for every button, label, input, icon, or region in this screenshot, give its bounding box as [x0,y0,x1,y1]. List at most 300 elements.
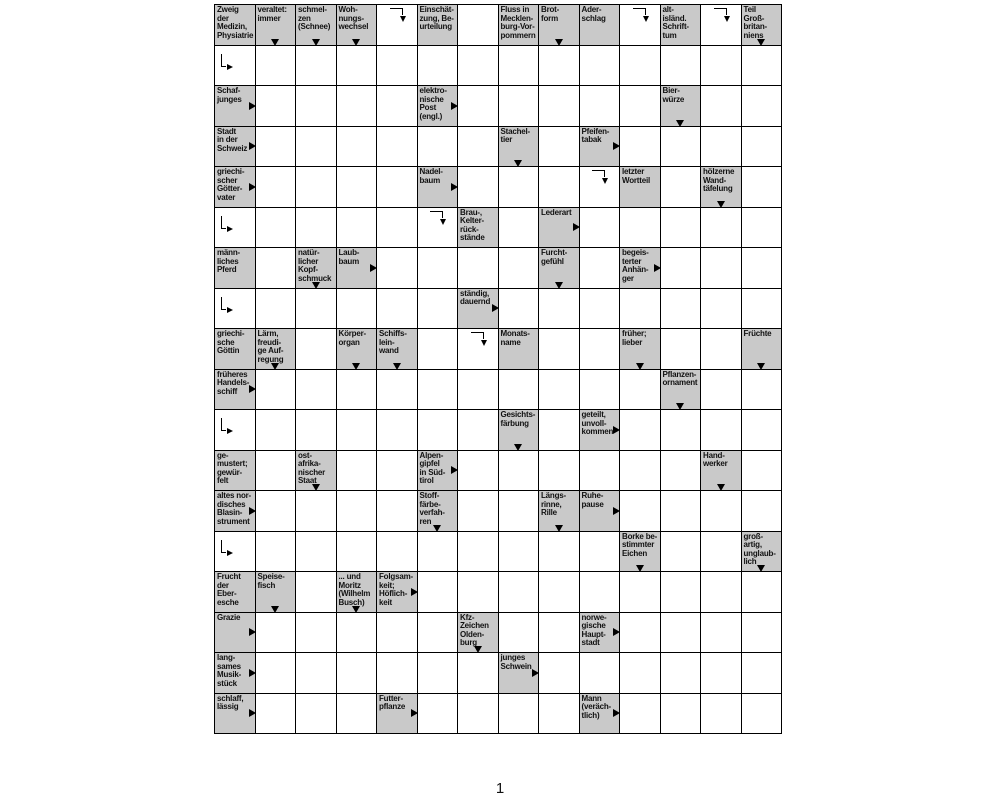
arrow-down-icon [636,565,644,571]
answer-cell[interactable] [256,613,296,653]
bent-arrow-right-down-icon [430,211,443,218]
answer-cell[interactable] [661,127,701,167]
answer-cell[interactable] [337,370,377,410]
answer-cell[interactable] [296,653,336,693]
answer-cell[interactable] [377,532,417,572]
clue-cell [337,329,377,369]
answer-cell[interactable] [580,653,620,693]
answer-cell[interactable] [742,289,782,329]
arrow-right-icon [249,669,255,677]
clue-cell [418,86,458,126]
answer-cell[interactable] [337,127,377,167]
answer-cell[interactable] [620,613,660,653]
answer-cell[interactable] [215,46,255,86]
answer-cell[interactable] [458,86,498,126]
arrow-down-icon [717,201,725,207]
answer-cell[interactable] [539,653,579,693]
arrow-right-icon [532,669,538,677]
answer-cell[interactable] [620,86,660,126]
answer-cell[interactable] [458,653,498,693]
answer-cell[interactable] [661,613,701,653]
clue-text: Brau-, Kelter- rück- stände [460,207,485,243]
answer-cell[interactable] [256,451,296,491]
answer-cell[interactable] [580,289,620,329]
answer-cell[interactable] [499,491,539,531]
clue-cell [215,491,255,531]
answer-cell[interactable] [458,451,498,491]
clue-cell [256,329,296,369]
answer-cell[interactable] [661,653,701,693]
answer-cell[interactable] [661,491,701,531]
answer-cell[interactable] [620,410,660,450]
bent-arrow-down-right-icon [221,297,226,310]
arrow-down-icon [676,120,684,126]
answer-cell[interactable] [742,370,782,410]
answer-cell[interactable] [701,208,741,248]
answer-cell[interactable] [580,208,620,248]
clue-text: schmel- zen (Schnee) [298,5,331,32]
clue-text: ost- afrika- nischer Staat [298,450,326,486]
clue-text: Gesichts- färbung [500,410,536,428]
answer-cell[interactable] [661,208,701,248]
arrow-right-icon [249,102,255,110]
answer-cell[interactable] [701,532,741,572]
answer-cell[interactable] [377,5,417,45]
answer-cell[interactable] [256,410,296,450]
answer-cell[interactable] [458,572,498,612]
answer-cell[interactable] [377,451,417,491]
answer-cell[interactable] [742,167,782,207]
answer-cell[interactable] [580,451,620,491]
arrow-down-icon [555,282,563,288]
answer-cell[interactable] [539,532,579,572]
clue-cell [620,329,660,369]
answer-cell[interactable] [296,370,336,410]
answer-cell[interactable] [458,370,498,410]
answer-cell[interactable] [742,208,782,248]
answer-cell[interactable] [296,329,336,369]
clue-cell [499,653,539,693]
answer-cell[interactable] [256,289,296,329]
answer-cell[interactable] [418,410,458,450]
clue-text: Längs- rinne, Rille [541,491,567,518]
answer-cell[interactable] [701,46,741,86]
answer-cell[interactable] [742,491,782,531]
arrow-down-icon [757,565,765,571]
answer-cell[interactable] [377,208,417,248]
arrow-down-icon [352,363,360,369]
answer-cell[interactable] [620,208,660,248]
clue-cell [337,248,377,288]
answer-cell[interactable] [701,491,741,531]
answer-cell[interactable] [580,572,620,612]
answer-cell[interactable] [499,370,539,410]
answer-cell[interactable] [377,491,417,531]
answer-cell[interactable] [499,289,539,329]
answer-cell[interactable] [620,451,660,491]
clue-text: Bier- würze [662,86,685,104]
answer-cell[interactable] [377,46,417,86]
answer-cell[interactable] [620,370,660,410]
answer-cell[interactable] [580,86,620,126]
clue-cell [296,451,336,491]
clue-text: ge- mustert; gewür- felt [217,450,248,486]
answer-cell[interactable] [701,410,741,450]
clue-text: geteilt, unvoll- kommen [581,410,614,437]
answer-cell[interactable] [661,329,701,369]
arrow-down-icon [312,484,320,490]
answer-cell[interactable] [296,572,336,612]
answer-cell[interactable] [377,410,417,450]
answer-cell[interactable] [539,127,579,167]
clue-text: altes nor- disches Blasin- strument [217,491,252,526]
answer-cell[interactable] [296,613,336,653]
answer-cell[interactable] [499,208,539,248]
answer-cell[interactable] [539,86,579,126]
clue-text: Folgsam- keit; Höflich- keit [379,572,413,607]
clue-cell [215,370,255,410]
arrow-right-icon [613,628,619,636]
answer-cell[interactable] [661,572,701,612]
clue-cell [215,451,255,491]
answer-cell[interactable] [580,248,620,288]
arrow-down-icon [271,39,279,45]
answer-cell[interactable] [256,370,296,410]
answer-cell[interactable] [337,46,377,86]
answer-cell[interactable] [580,370,620,410]
clue-cell [742,329,782,369]
answer-cell[interactable] [661,410,701,450]
answer-cell[interactable] [296,410,336,450]
answer-cell[interactable] [499,613,539,653]
clue-cell [215,86,255,126]
answer-cell[interactable] [620,491,660,531]
answer-cell[interactable] [296,127,336,167]
answer-cell[interactable] [539,289,579,329]
answer-cell[interactable] [337,208,377,248]
answer-cell[interactable] [256,532,296,572]
clue-cell [215,613,255,653]
clue-cell [215,329,255,369]
answer-cell[interactable] [458,248,498,288]
clue-cell [620,167,660,207]
clue-text: früheres Handels- schiff [217,369,250,396]
answer-cell[interactable] [539,46,579,86]
bent-arrow-down-right-icon [221,54,226,67]
answer-cell[interactable] [620,5,660,45]
bent-arrow-down-right-icon [221,418,226,431]
clue-text: letzter Wortteil [622,167,651,185]
answer-cell[interactable] [215,289,255,329]
answer-cell[interactable] [337,532,377,572]
answer-cell[interactable] [377,127,417,167]
clue-text: Stadt in der Schweiz [217,126,248,153]
answer-cell[interactable] [580,167,620,207]
clue-cell [418,167,458,207]
clue-cell [337,572,377,612]
answer-cell[interactable] [620,653,660,693]
clue-text: ... und Moritz (Wilhelm Busch) [338,572,371,607]
clue-text: elektro- nische Post (engl.) [419,86,447,121]
answer-cell[interactable] [256,86,296,126]
clue-text: Pfeifen- tabak [581,126,610,145]
answer-cell[interactable] [215,532,255,572]
answer-cell[interactable] [458,410,498,450]
answer-cell[interactable] [337,86,377,126]
answer-cell[interactable] [418,613,458,653]
answer-cell[interactable] [256,167,296,207]
clue-cell [418,5,458,45]
answer-cell[interactable] [701,86,741,126]
answer-cell[interactable] [539,694,579,734]
answer-cell[interactable] [337,410,377,450]
answer-cell[interactable] [742,694,782,734]
answer-cell[interactable] [742,127,782,167]
arrow-right-icon [451,466,457,474]
clue-cell [418,451,458,491]
clue-cell [580,491,620,531]
answer-cell[interactable] [215,410,255,450]
answer-cell[interactable] [620,572,660,612]
answer-cell[interactable] [256,46,296,86]
answer-cell[interactable] [742,653,782,693]
clue-cell [458,613,498,653]
answer-cell[interactable] [418,208,458,248]
clue-text: Grazie [217,612,241,622]
answer-cell[interactable] [539,451,579,491]
clue-cell [458,289,498,329]
answer-cell[interactable] [620,127,660,167]
answer-cell[interactable] [377,86,417,126]
clue-cell [337,5,377,45]
clue-cell [215,694,255,734]
crossword-grid [214,4,782,734]
clue-text: griechi- sche Göttin [217,329,245,356]
answer-cell[interactable] [580,532,620,572]
answer-cell[interactable] [539,167,579,207]
answer-cell[interactable] [377,653,417,693]
arrow-right-icon [411,709,417,717]
clue-text: natür- licher Kopf- schmuck [298,248,332,283]
answer-cell[interactable] [377,289,417,329]
answer-cell[interactable] [337,491,377,531]
clue-cell [580,613,620,653]
answer-cell[interactable] [539,410,579,450]
answer-cell[interactable] [499,248,539,288]
answer-cell[interactable] [337,289,377,329]
arrow-down-icon [757,363,765,369]
answer-cell[interactable] [256,653,296,693]
answer-cell[interactable] [418,653,458,693]
clue-text: schlaff, lässig [217,693,244,712]
answer-cell[interactable] [580,46,620,86]
answer-cell[interactable] [539,370,579,410]
answer-cell[interactable] [499,572,539,612]
answer-cell[interactable] [539,572,579,612]
clue-cell [661,5,701,45]
answer-cell[interactable] [296,491,336,531]
answer-cell[interactable] [701,5,741,45]
clue-cell [539,208,579,248]
answer-cell[interactable] [701,653,741,693]
answer-cell[interactable] [499,167,539,207]
clue-text: begeis- terter Anhän- ger [622,248,649,283]
arrow-down-icon [271,606,279,612]
answer-cell[interactable] [458,694,498,734]
clue-cell [661,370,701,410]
answer-cell[interactable] [296,532,336,572]
answer-cell[interactable] [539,613,579,653]
answer-cell[interactable] [661,694,701,734]
bent-arrow-down-right-icon [221,216,226,229]
answer-cell[interactable] [742,248,782,288]
answer-cell[interactable] [256,491,296,531]
answer-cell[interactable] [296,289,336,329]
answer-cell[interactable] [742,613,782,653]
answer-cell[interactable] [458,167,498,207]
answer-cell[interactable] [377,167,417,207]
answer-cell[interactable] [661,289,701,329]
answer-cell[interactable] [418,329,458,369]
clue-text: alt- isländ. Schrift- tum [662,5,689,40]
clue-cell [742,5,782,45]
answer-cell[interactable] [701,127,741,167]
answer-cell[interactable] [701,248,741,288]
arrow-right-icon [249,385,255,393]
answer-cell[interactable] [337,167,377,207]
answer-cell[interactable] [499,46,539,86]
answer-cell[interactable] [256,127,296,167]
answer-cell[interactable] [418,248,458,288]
answer-cell[interactable] [580,329,620,369]
clue-cell [215,653,255,693]
clue-text: Woh- nungs- wechsel [338,5,369,32]
arrow-down-icon [352,606,360,612]
answer-cell[interactable] [418,532,458,572]
arrow-right-icon [249,142,255,150]
clue-cell [620,248,660,288]
bent-arrow-right-down-icon [592,170,605,177]
bent-arrow-right-down-icon [471,332,484,339]
answer-cell[interactable] [620,46,660,86]
answer-cell[interactable] [458,46,498,86]
clue-text: Körper- organ [338,329,366,347]
answer-cell[interactable] [742,86,782,126]
answer-cell[interactable] [742,451,782,491]
clue-cell [215,127,255,167]
answer-cell[interactable] [458,491,498,531]
answer-cell[interactable] [377,613,417,653]
clue-text: Stoff- färbe- verfah- ren [419,491,445,526]
answer-cell[interactable] [377,248,417,288]
clue-cell [296,248,336,288]
answer-cell[interactable] [701,613,741,653]
answer-cell[interactable] [296,208,336,248]
answer-cell[interactable] [337,694,377,734]
answer-cell[interactable] [620,289,660,329]
clue-text: Früchte [743,329,772,338]
answer-cell[interactable] [661,532,701,572]
answer-cell[interactable] [701,289,741,329]
bent-arrow-down-right-icon [221,540,226,553]
answer-cell[interactable] [701,370,741,410]
arrow-right-icon [249,628,255,636]
answer-cell[interactable] [256,248,296,288]
answer-cell[interactable] [661,46,701,86]
clue-text: Brot- form [541,5,560,23]
answer-cell[interactable] [620,694,660,734]
answer-cell[interactable] [418,127,458,167]
answer-cell[interactable] [296,167,336,207]
answer-cell[interactable] [539,329,579,369]
clue-cell [580,5,620,45]
arrow-right-icon [613,142,619,150]
arrow-right-icon [249,507,255,515]
arrow-down-icon [555,39,563,45]
answer-cell[interactable] [742,46,782,86]
answer-cell[interactable] [337,613,377,653]
answer-cell[interactable] [458,5,498,45]
answer-cell[interactable] [418,289,458,329]
answer-cell[interactable] [256,694,296,734]
clue-text: Schaf- junges [217,86,242,104]
clue-cell [661,86,701,126]
clue-cell [377,694,417,734]
arrow-right-icon [613,426,619,434]
answer-cell[interactable] [701,572,741,612]
arrow-down-icon [555,525,563,531]
answer-cell[interactable] [215,208,255,248]
answer-cell[interactable] [458,329,498,369]
arrow-right-icon [249,183,255,191]
answer-cell[interactable] [337,653,377,693]
answer-cell[interactable] [499,532,539,572]
answer-cell[interactable] [499,451,539,491]
clue-text: Schiffs- lein- wand [379,329,407,356]
answer-cell[interactable] [499,86,539,126]
answer-cell[interactable] [661,248,701,288]
answer-cell[interactable] [377,370,417,410]
clue-cell [256,572,296,612]
clue-cell [539,5,579,45]
answer-cell[interactable] [418,46,458,86]
answer-cell[interactable] [256,208,296,248]
answer-cell[interactable] [458,127,498,167]
answer-cell[interactable] [296,86,336,126]
answer-cell[interactable] [499,694,539,734]
arrow-right-icon [249,709,255,717]
answer-cell[interactable] [458,532,498,572]
answer-cell[interactable] [742,572,782,612]
arrow-down-icon [757,39,765,45]
answer-cell[interactable] [296,694,336,734]
answer-cell[interactable] [701,329,741,369]
answer-cell[interactable] [418,694,458,734]
answer-cell[interactable] [296,46,336,86]
answer-cell[interactable] [701,694,741,734]
clue-text: ständig, dauernd [460,288,491,307]
clue-text: griechi- scher Götter- vater [217,167,245,202]
clue-text: Fluss in Mecklen- burg-Vor- pommern [500,5,536,40]
answer-cell[interactable] [418,370,458,410]
answer-cell[interactable] [418,572,458,612]
clue-text: Teil Groß- britan- niens [743,5,767,40]
answer-cell[interactable] [661,451,701,491]
answer-cell[interactable] [661,167,701,207]
clue-text: Frucht der Eber- esche [217,572,241,607]
answer-cell[interactable] [742,410,782,450]
answer-cell[interactable] [337,451,377,491]
